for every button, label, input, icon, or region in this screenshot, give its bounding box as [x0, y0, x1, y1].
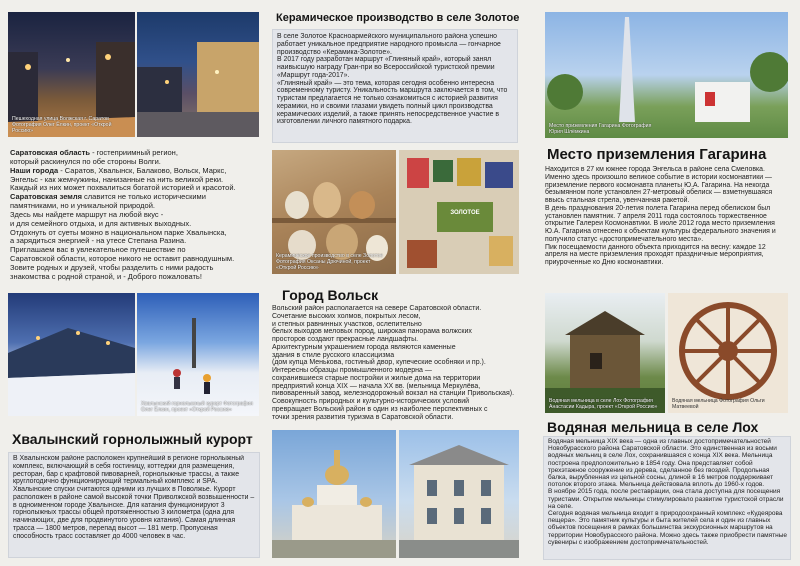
photo-caption: Хвалынский горнолыжный курорт Фотография Олег Ёлкин, проект «Открой Россию»: [141, 401, 253, 413]
khvalynsk-ski-slope-photo: [8, 293, 135, 416]
khvalynsk-title: Хвалынский горнолыжный курорт: [12, 431, 253, 447]
photo-caption: Пешеходная улица Волжская г. Саратов Фотография Олег Ёлкин, проект «Открой Россию»: [12, 116, 112, 134]
mill-title: Водяная мельница в селе Лох: [547, 419, 759, 435]
mill-wheel-photo: [668, 293, 788, 413]
volsk-mansion-photo: [399, 430, 519, 558]
mill-exterior-photo: [545, 293, 665, 413]
gagarin-text: Находится в 27 км южнее города Энгельса в районе села Смеловка. Именно здесь произошло великое событие в истории космонавтики — приземление первого космонавта планеты Ю.А. Гагарина. На некогда безымянном поле установлен 27-метровый обелиск — взметнувшаяся ввысь стальная стрела, увенчанная ракетой. В день празднования 20-летия полета Гагарина перед обелиском был установлен памятник. 7 апреля 2011 года состоялось торжественное открытие Галереи Космонавтики. В июле 2012 года место приземления Ю.А. Гагарина отнесено к объектам культуры федерального значения и получило статус «достопримечательного места». Пик посещаемости данного объекта приходится на весну: каждое 12 апреля на месте приземления проходят праздничные мероприятия, приуроченные ко Дню космонавтики.: [545, 166, 776, 266]
khvalynsk-resort-photo: [137, 293, 259, 416]
zolotoe-sign: ЗОЛОТОЕ: [450, 210, 480, 216]
saratov-intro-text: Саратовская область - гостеприимный регион, который раскинулся по обе стороны Волги. Наши города - Саратов, Хвалынск, Балаково, Вольск, Маркс, Энгельс - как жемчужины, нанизанные на нить великой реки. Каждый из них может похвалиться богатой историей и красотой. Саратовская земля славится не только историческими памятниками, но и уникальной природой. Здесь мы найдете маршрут на любой вкус - и для семейного отдыха, и для активных выходных. Отдохнуть от суеты можно в национальном парке Хвалынска, а зарядиться энергией - на утесе Степана Разина. Приглашаем вас в увлекательное путешествие по Саратовской области, которое никого не оставит равнодушным. Зовите родных и друзей, чтобы разделить с ними радость знакомства с родной страной, и - Доброго пожаловать!: [10, 149, 236, 281]
khvalynsk-text: В Хвалынском районе расположен крупнейший в регионе горнолыжный комплекс, включающий в себя гостиницу, коттеджи для размещения, ресторан, бар с крафтовой пивоварней, горнолыжные трассы, а также круглогодично функционирующий термальный комплекс и SPA. Хвалынские спуски считаются одними из лучших в Поволжье. Курорт расположен в районе самой высокой точки Приволжской возвышенности – в одноименном городе Хвалынске. Для катания функционируют 3 горнолыжных трассы общей протяженностью 3 километра (одна для начинающих, две для продвинутого уровня катания). Самая длинная трасса — 1800 метров, перепад высот — 181 метр. Пропускная способность трасс составляет до 4000 человек в час.: [13, 455, 255, 540]
ceramics-text: В селе Золотое Красноармейского муниципального района успешно работает уникальное предприятие народного промысла — гончарное производство «Керамика-Золотое». В 2017 году разработан маршрут «Глиняный край», который занял наивысшую награду Гран-при во Всероссийской туристской премии «Маршрут года-2017». «Глиняный край» — это тема, которая сегодня особенно интересна современному туристу. Уникальность маршрута заключается в том, что туристам предлагается не только ознакомиться с историей развития керамики, но и своими глазами увидеть полный цикл производства керамических изделий, а также принять непосредственное участие в изготовлении личного памятного подарка.: [277, 33, 508, 126]
wheel-illustration: [668, 293, 788, 413]
cathedral-illustration: [272, 430, 396, 558]
photo-caption: Место приземления Гагарина Фотография Юрия Шлёмкина: [549, 123, 652, 135]
ceramics-title: Керамическое производство в селе Золотое: [276, 12, 520, 24]
volsk-cathedral-photo: [272, 430, 396, 558]
photo-caption: Керамическое производство в селе Золотое Фотография Оксаны Дрючиной, проект «Открой Россию»: [276, 253, 383, 271]
volsk-title: Город Вольск: [282, 287, 379, 303]
gagarin-title: Место приземления Гагарина: [547, 146, 767, 163]
ceramics-gallery-photo: [399, 150, 519, 274]
volsk-text: Вольский район располагается на севере Саратовской области. Сочетание высоких холмов, покрытых лесом, и степных равнинных участков, ослепительно белых выходов меловых пород, широкая панорама волжских просторов создают прекрасные ландшафты. Архитектурным украшением города являются каменные здания в стиле русского классицизма (дом купца Менькова, гостиный двор, купеческие особняки и пр.). Интересны образцы промышленного модерна — сохранившиеся старые постройки и жилые дома на территории предприятий конца XIX — начала XX вв. (мельница Меркулёва, пивоваренный завод, железнодорожный вокзал на станции Привольская). Совокупность природных и культурно-исторических условий превращает Вольский район в один из наиболее перспективных с точки зрения развития туризма в Саратовской области.: [272, 305, 515, 421]
ski-slope-illustration: [8, 293, 135, 416]
saratov-night-street-photo: [8, 12, 135, 137]
mill-text: Водяная мельница XIX века — одна из главных достопримечательностей Новобурасского района Саратовской области. Это единственная из восьми водяных мельниц в селе Лох, сохранившаяся с конца XIX века. Мельница построена предположительно в 1854 году. Она представляет собой трехэтажное сооружение из дерева, сделанное без гвоздей. Продольная балка, вырубленная из цельной сосны, длиной в 16 метров поддерживает потолок второго этажа. Мельница действовала вплоть до 1960-х годов. В ноябре 2015 года, после реставрации, она стала доступна для посещения туристами. Открытие мельницы стимулировало развитие туристской отрасли на селе. Сегодня водяная мельница входит в природоохранный комплекс «Кудеярова пещера». Это памятник культуры и быта жителей села и один из главных объектов посещения в рамках большинства экскурсионных маршрутов на территории Новобурасского района. Можно здесь также приобрести памятные сувениры с изображением достопримечательностей.: [548, 438, 788, 546]
mill-illustration: [545, 293, 665, 413]
city-illustration: [137, 12, 259, 137]
saratov-evening-city-photo: [137, 12, 259, 137]
gagarin-obelisk-photo: [545, 12, 788, 138]
obelisk-illustration: [545, 12, 788, 138]
photo-caption: Водяная мельница Фотография Ольги Матвеевой: [672, 398, 765, 410]
ceramics-pottery-photo: [272, 150, 396, 274]
skiers-illustration: [137, 293, 259, 416]
photo-caption: Водяная мельница в селе Лох Фотография Анастасии Кадыра, проект «Открой Россию»: [549, 398, 658, 410]
mansion-illustration: [399, 430, 519, 558]
